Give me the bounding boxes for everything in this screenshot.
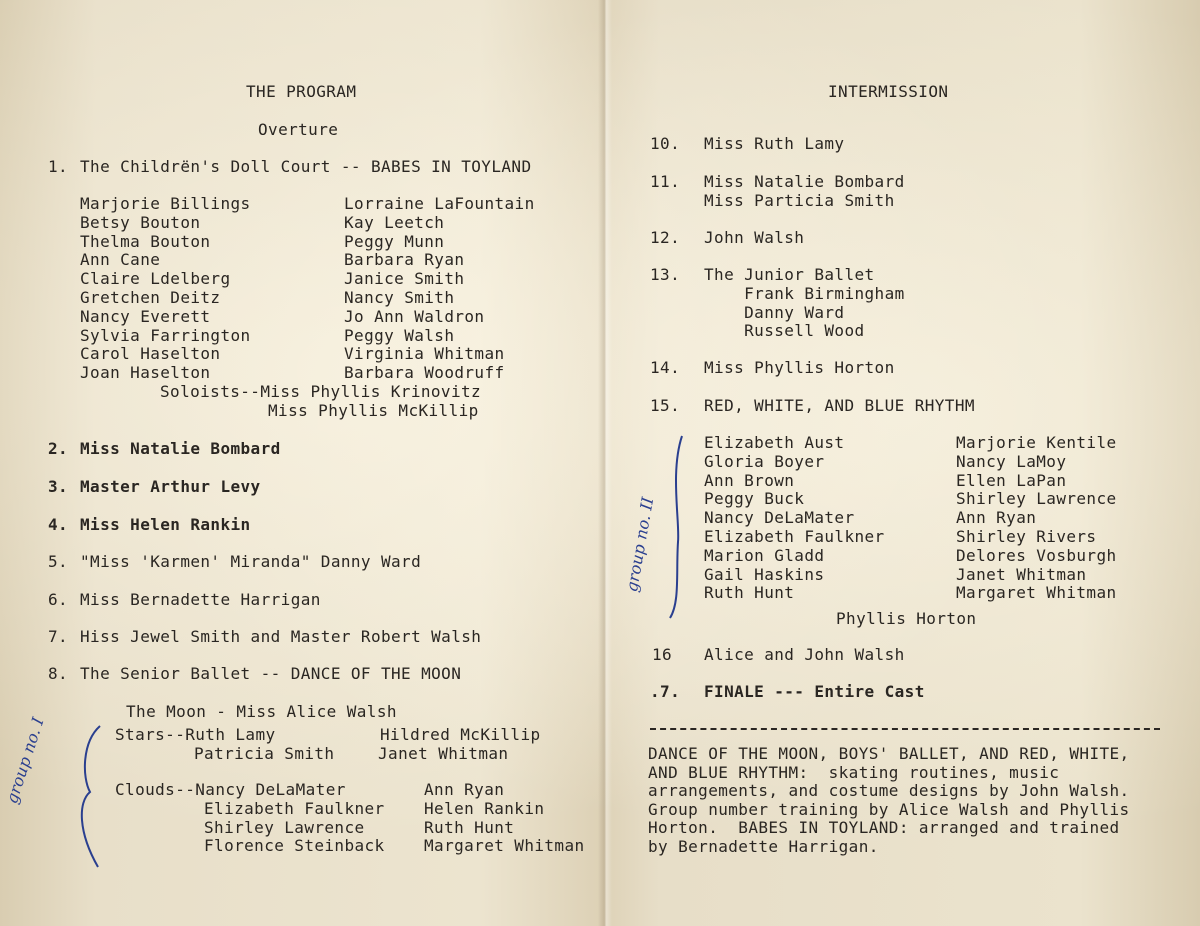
cast-name: Betsy Bouton: [80, 212, 201, 232]
rhythm-center-name: Phyllis Horton: [836, 609, 977, 628]
cast-name: Peggy Walsh: [344, 325, 455, 345]
item-text: The Junior Ballet: [704, 265, 875, 284]
cast-name: Marjorie Billings: [80, 194, 251, 213]
item-num: 6.: [48, 590, 69, 609]
cast-name: Marion Gladd: [704, 545, 825, 565]
left-heading: THE PROGRAM: [246, 82, 357, 101]
item-num: 2.: [48, 439, 69, 458]
item-text: Miss Helen Rankin: [80, 515, 251, 534]
cast-name: Gail Haskins: [704, 564, 825, 584]
item-text: Alice and John Walsh: [704, 645, 905, 664]
cast-name: Shirley Lawrence: [204, 817, 365, 837]
cast-name: Clouds--Nancy DeLaMater: [115, 780, 346, 799]
cast-name: Sylvia Farrington: [80, 325, 251, 345]
cast-name: Nancy Everett: [80, 306, 211, 326]
item-text: Miss Phyllis Horton: [704, 358, 895, 377]
cast-name: Marjorie Kentile: [956, 433, 1117, 452]
cast-name: Shirley Rivers: [956, 527, 1097, 546]
cast-name: Claire Ldelberg: [80, 269, 231, 289]
center-fold: [598, 0, 612, 926]
item-num: 7.: [48, 627, 69, 646]
item-text: RED, WHITE, AND BLUE RHYTHM: [704, 396, 975, 415]
item-text: FINALE --- Entire Cast: [704, 682, 925, 701]
item-text: Miss Natalie Bombard: [80, 439, 281, 458]
cast-name: Margaret Whitman: [956, 583, 1117, 603]
cast-name: Shirley Lawrence: [956, 489, 1117, 509]
cast-name: Joan Haselton: [80, 363, 211, 383]
handwritten-group-note-right: group no. II: [622, 495, 658, 594]
note-line: by Bernadette Harrigan.: [648, 836, 879, 856]
cast-name: Peggy Buck: [704, 489, 805, 509]
handwritten-group-note-left: group no. I: [2, 715, 48, 806]
item-num: 16: [652, 645, 673, 664]
item-num: 14.: [650, 358, 681, 377]
item-num: 11.: [650, 172, 681, 191]
right-heading: INTERMISSION: [828, 82, 949, 101]
moon-line: The Moon - Miss Alice Walsh: [126, 702, 397, 721]
cast-name: Nancy LaMoy: [956, 451, 1067, 471]
item-num: 3.: [48, 477, 69, 496]
cast-name: Ann Cane: [80, 250, 161, 270]
cast-name: Gloria Boyer: [704, 451, 825, 471]
stars-line-2: Patricia Smith: [194, 744, 335, 763]
item-text: Miss Ruth Lamy: [704, 134, 845, 153]
cast-name: Ann Ryan: [956, 508, 1037, 528]
item-text: Frank Birmingham: [704, 283, 905, 303]
cast-name: Nancy DeLaMater: [704, 508, 855, 528]
cast-name: Barbara Woodruff: [344, 363, 505, 383]
item-text: Hiss Jewel Smith and Master Robert Walsh: [80, 627, 482, 646]
overture-label: Overture: [258, 120, 339, 139]
stars-line-2b: Janet Whitman: [378, 744, 509, 763]
cast-name: Barbara Ryan: [344, 250, 465, 270]
note-line: Group number training by Alice Walsh and Phyllis: [648, 799, 1130, 819]
note-line: AND BLUE RHYTHM: skating routines, music: [648, 762, 1060, 782]
cast-name: Elizabeth Faulkner: [704, 527, 885, 546]
cast-name: Thelma Bouton: [80, 231, 211, 251]
soloists-line-2: Miss Phyllis McKillip: [268, 401, 479, 420]
cast-name: Janice Smith: [344, 269, 465, 289]
cast-name: Ruth Hunt: [424, 817, 515, 837]
note-line: Horton. BABES IN TOYLAND: arranged and trained: [648, 818, 1120, 837]
item-num: 12.: [650, 228, 681, 247]
cast-name: Lorraine LaFountain: [344, 194, 535, 213]
item-text: John Walsh: [704, 228, 805, 247]
item-text: Master Arthur Levy: [80, 477, 261, 496]
cast-name: Nancy Smith: [344, 288, 455, 307]
stars-line-1b: Hildred McKillip: [380, 725, 541, 744]
cast-name: Carol Haselton: [80, 344, 221, 364]
cast-name: Jo Ann Waldron: [344, 306, 485, 326]
note-line: arrangements, and costume designs by John Walsh.: [648, 781, 1130, 800]
cast-name: Margaret Whitman: [424, 836, 585, 856]
item-num: 1.: [48, 157, 69, 176]
dashed-divider: [650, 728, 1160, 730]
cast-name: Ann Ryan: [424, 780, 505, 799]
item-text: Danny Ward: [704, 302, 845, 322]
item-num: 4.: [48, 515, 69, 534]
cast-name: Delores Vosburgh: [956, 545, 1117, 565]
stars-line-1: Stars--Ruth Lamy: [115, 725, 276, 744]
item-num: 13.: [650, 265, 681, 284]
cast-name: Virginia Whitman: [344, 344, 505, 364]
item-num: .7.: [650, 682, 681, 701]
cast-name: Gretchen Deitz: [80, 288, 221, 307]
brace-mark-left: [60, 722, 110, 872]
cast-name: Ann Brown: [704, 470, 795, 490]
cast-name: Florence Steinback: [204, 836, 385, 856]
item-text: Russell Wood: [704, 321, 865, 341]
cast-name: Ruth Hunt: [704, 583, 795, 603]
item-num: 10.: [650, 134, 681, 153]
item-num: 15.: [650, 396, 681, 415]
cast-name: Peggy Munn: [344, 231, 445, 251]
cast-name: Ellen LaPan: [956, 470, 1067, 490]
cast-name: Helen Rankin: [424, 798, 545, 818]
item-num: 8.: [48, 664, 69, 683]
item-text: Miss Natalie Bombard: [704, 172, 905, 191]
cast-name: Elizabeth Aust: [704, 433, 845, 452]
item-text: "Miss 'Karmen' Miranda" Danny Ward: [80, 552, 422, 571]
note-line: DANCE OF THE MOON, BOYS' BALLET, AND RED, WHITE,: [648, 744, 1130, 763]
cast-name: Janet Whitman: [956, 564, 1087, 584]
item-num: 5.: [48, 552, 69, 571]
soloists-line-1: Soloists--Miss Phyllis Krinovitz: [160, 382, 482, 401]
item-text: Miss Bernadette Harrigan: [80, 590, 321, 609]
cast-name: Elizabeth Faulkner: [204, 798, 385, 818]
cast-name: Kay Leetch: [344, 212, 445, 232]
item-text: Miss Particia Smith: [704, 190, 895, 210]
item-text: The Childrёn's Doll Court -- BABES IN TOYLAND: [80, 157, 532, 176]
item-text: The Senior Ballet -- DANCE OF THE MOON: [80, 664, 462, 683]
